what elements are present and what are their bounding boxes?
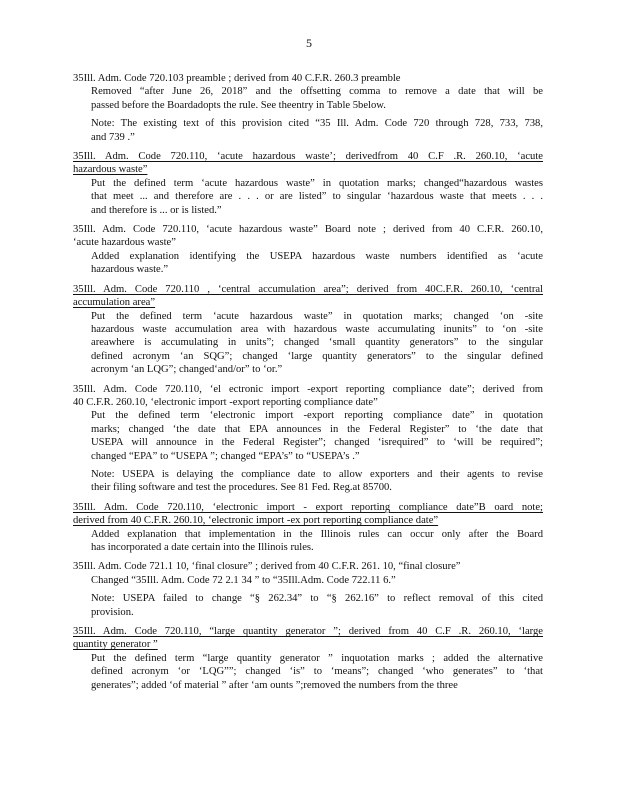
entry-body-line: changed “EPA” to “USEPA ”; changed “EPA’s” to “USEPA’s .” xyxy=(91,450,360,462)
entry-note-line: Note: USEPA is delaying the compliance date to allow exporters and their agents to revise xyxy=(91,468,543,480)
entry-body-line: that meet ... and therefore are . . . or are listed” to singular ‘hazardous waste that meets . . . xyxy=(91,191,543,203)
rule-entry xyxy=(73,283,543,377)
entry-body-line: hazardous waste.” xyxy=(91,264,169,276)
entry-body-line: Put the defined term “large quantity generator ” inquotation marks ; added the alternative xyxy=(91,652,543,664)
entry-body-line: Put the defined term ‘acute hazardous waste” in quotation marks; changed“hazardous wastes xyxy=(91,177,543,189)
entries-list xyxy=(73,72,543,698)
entry-body-line: has incorporated a date certain into the Illinois rules. xyxy=(91,542,314,553)
entry-note-line: Note: The existing text of this provision cited “35 Ill. Adm. Code 720 through 728, 733, 738, xyxy=(91,118,543,130)
entry-heading-line: accumulation area” xyxy=(73,297,156,309)
entry-note-line: their filing software and test the procedures. See 81 Fed. Reg.at 85700. xyxy=(91,482,392,494)
entry-heading-line: 35Ill. Adm. Code 720.110, ‘acute hazardous waste’; derivedfrom 40 C.F .R. 260.10, ‘acute xyxy=(73,151,543,163)
entry-body-line: hazardous waste accumulation area with hazardous waste accumulating inunits” to ‘on -site xyxy=(91,323,543,335)
entry-heading-line: 35Ill. Adm. Code 721.1 10, ‘final closure” ; derived from 40 C.F.R. 261. 10, “final closure” xyxy=(73,561,461,573)
entry-body-line: Added explanation identifying the USEPA hazardous waste numbers identified as ‘acute xyxy=(91,250,543,262)
entry-heading-line: 35Ill. Adm. Code 720.110 , ‘central accumulation area”; derived from 40C.F.R. 260.10, ‘central xyxy=(73,283,543,295)
entry-body-line: marks; changed ‘the date that EPA announces in the Federal Register” to ‘the date that xyxy=(91,423,543,435)
entry-heading-line: hazardous waste” xyxy=(73,164,148,176)
entry-heading-line: 35Ill. Adm. Code 720.110, “large quantity generator ”; derived from 40 C.F .R. 260.10, ‘large xyxy=(73,626,543,638)
entry-heading-line: 35Ill. Adm. Code 720.110, ‘electronic import - export reporting compliance date”B oard note; xyxy=(73,501,543,513)
entry-note-line: provision. xyxy=(91,606,134,618)
entry-heading-line: derived from 40 C.F.R. 260.10, ‘electronic import -ex port reporting compliance date” xyxy=(73,515,439,527)
rule-entry xyxy=(73,560,543,619)
entry-heading-line: quantity generator ” xyxy=(73,639,158,651)
entry-body-line: Changed “35Ill. Adm. Code 72 2.1 34 ” to “35Ill.Adm. Code 722.11 6.” xyxy=(91,574,396,586)
rule-entry xyxy=(73,383,543,495)
entry-body-line: areawhere is accumulating in units”; changed ‘small quantity generators” to the singular xyxy=(91,337,543,349)
entry-heading-line: ‘acute hazardous waste” xyxy=(73,237,176,249)
entry-heading-line: 35Ill. Adm. Code 720.110, ‘el ectronic import -export reporting compliance date”; derived from xyxy=(73,383,543,395)
entry-heading-line: 40 C.F.R. 260.10, ‘electronic import -export reporting compliance date” xyxy=(73,396,378,408)
entry-note-line: and 739 .” xyxy=(91,131,135,143)
entry-body-line: generates”; added ‘of material ” after ‘am ounts ”;removed the numbers from the three xyxy=(91,679,458,691)
page-number: 5 xyxy=(306,36,312,50)
entry-body-line: Put the defined term ‘acute hazardous waste” in quotation marks; changed ‘on -site xyxy=(91,310,543,322)
entry-heading-line: 35Ill. Adm. Code 720.110, ‘acute hazardous waste” Board note ; derived from 40 C.F.R. 260.10, xyxy=(73,224,543,236)
entry-body-line: defined acronym ‘or ‘LQG””; changed ‘is” to ‘means”; changed ‘who generates” to ‘that xyxy=(91,666,543,678)
rule-entry xyxy=(73,625,543,692)
entry-body-line: acronym ‘an LQG”; changed‘and/or” to ‘or.” xyxy=(91,364,283,376)
entry-body-line: and therefore is ... or is listed.” xyxy=(91,204,222,216)
entry-body-line: passed before the Boardadopts the rule. See theentry in Table 5below. xyxy=(91,99,386,111)
entry-note-line: Note: USEPA failed to change “§ 262.34” to “§ 262.16” to reflect removal of this cited xyxy=(91,593,543,605)
entry-body-line: Added explanation that implementation in the Illinois rules can occur only after the Board xyxy=(91,528,543,540)
entry-body-line: defined acronym ‘an SQG”; changed ‘large quantity generators” to the singular defined xyxy=(91,350,543,362)
rule-entry xyxy=(73,150,543,217)
rule-entry xyxy=(73,223,543,277)
entry-body-line: Put the defined term ‘electronic import -export reporting compliance date” in quotation xyxy=(91,410,543,422)
rule-entry xyxy=(73,72,543,144)
entry-body-line: Removed “after June 26, 2018” and the offsetting comma to remove a date that will be xyxy=(91,86,543,98)
entry-body-line: USEPA will announce in the Federal Register”; changed ‘isrequired” to ‘will be required”; xyxy=(91,437,543,449)
entry-heading-line: 35Ill. Adm. Code 720.103 preamble ; derived from 40 C.F.R. 260.3 preamble xyxy=(73,73,401,84)
rule-entry xyxy=(73,501,543,555)
